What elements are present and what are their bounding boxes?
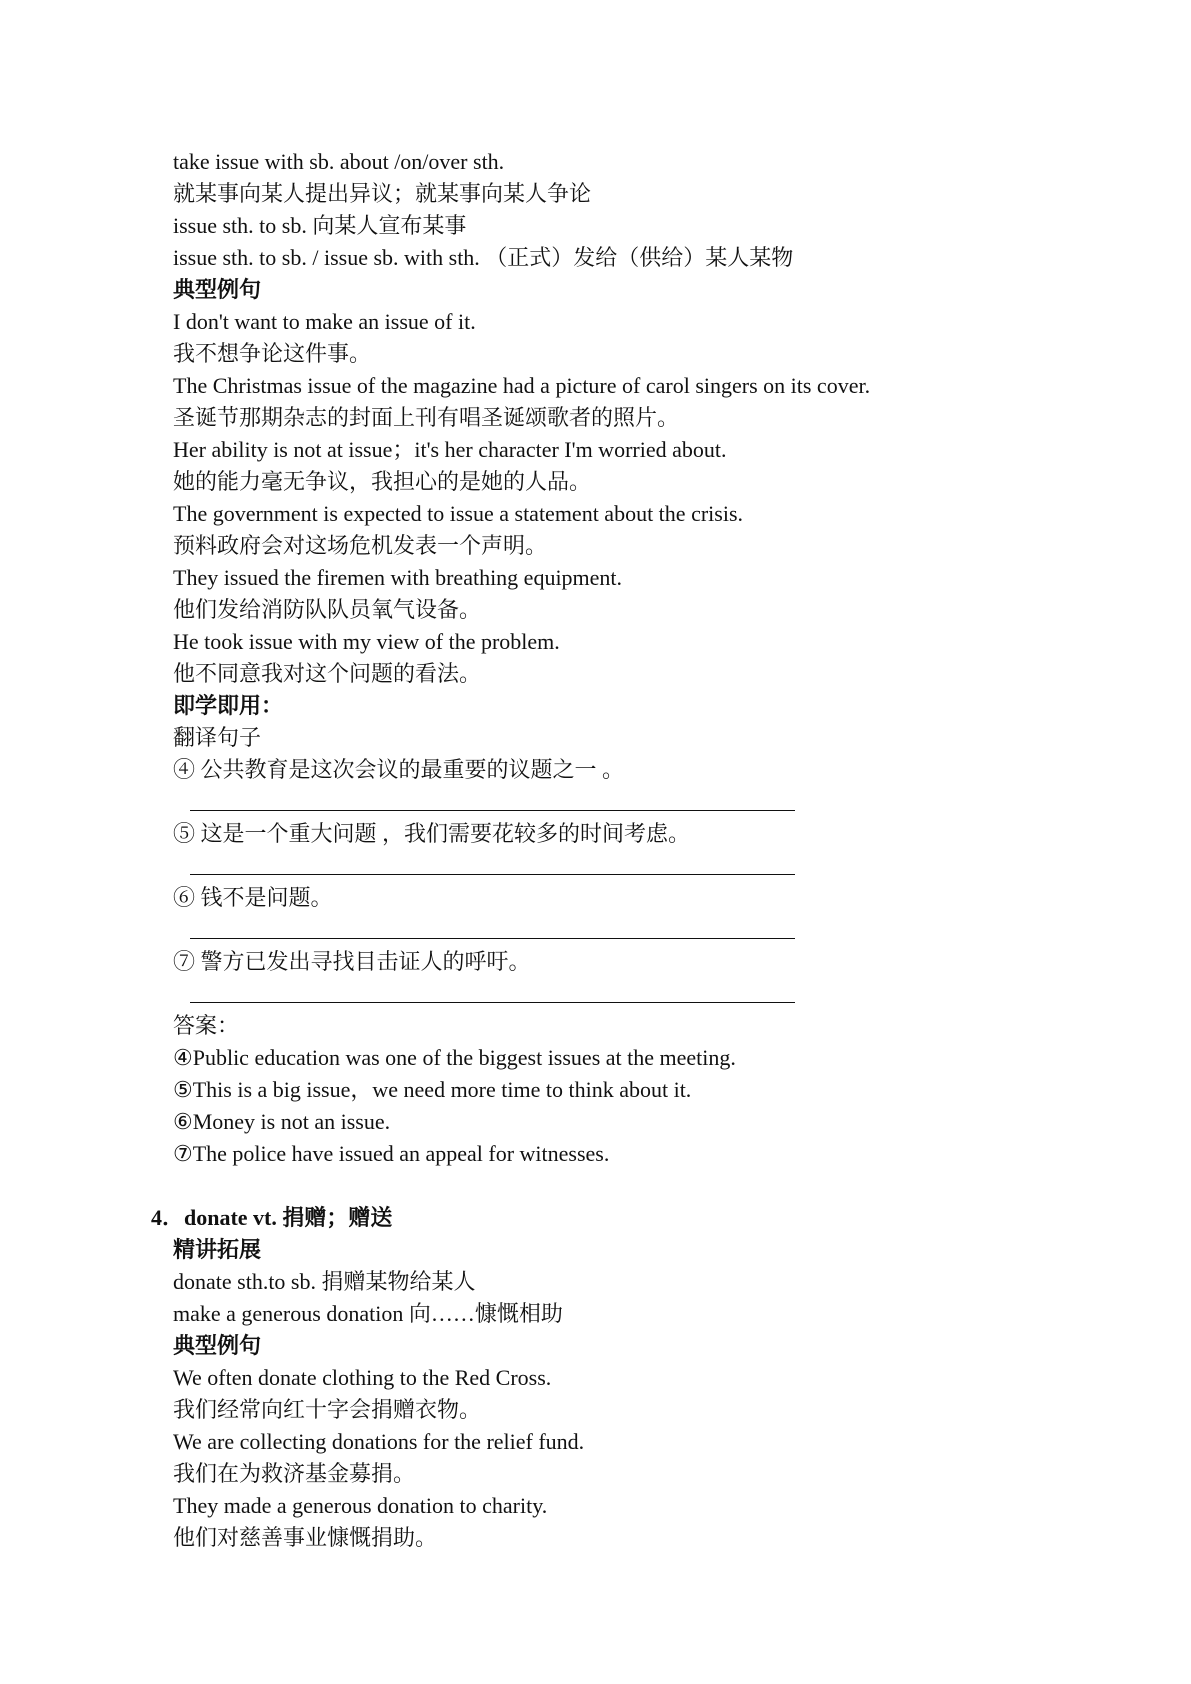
example-sentence-en: The Christmas issue of the magazine had a picture of carol singers on its cover.	[173, 373, 871, 398]
section-heading-practice: 即学即用：	[173, 693, 284, 718]
answer-blank-line[interactable]	[190, 874, 795, 875]
practice-question: ⑥ 钱不是问题。	[173, 885, 333, 910]
example-sentence-en: They issued the firemen with breathing equipment.	[173, 565, 623, 590]
practice-instruction: 翻译句子	[173, 725, 262, 750]
example-sentence-zh: 圣诞节那期杂志的封面上刊有唱圣诞颂歌者的照片。	[173, 405, 680, 430]
answer-blank-line[interactable]	[190, 1002, 795, 1003]
section-heading-examples: 典型例句	[173, 277, 262, 302]
example-sentence-en: Her ability is not at issue；it's her character I'm worried about.	[173, 437, 727, 462]
answer-item: ⑤This is a big issue，we need more time to think about it.	[173, 1077, 692, 1102]
example-sentence-en: He took issue with my view of the problem.	[173, 629, 560, 654]
entry-heading-donate: 4．donate vt. 捐赠；赠送	[151, 1205, 393, 1230]
phrase-donate-to: donate sth.to sb. 捐赠某物给某人	[173, 1269, 476, 1294]
answer-item: ④Public education was one of the biggest issues at the meeting.	[173, 1045, 736, 1070]
answer-heading: 答案：	[173, 1013, 240, 1038]
example-sentence-en: They made a generous donation to charity.	[173, 1493, 548, 1518]
section-heading-expansion: 精讲拓展	[173, 1237, 262, 1262]
example-sentence-en: I don't want to make an issue of it.	[173, 309, 476, 334]
example-sentence-zh: 他们发给消防队队员氧气设备。	[173, 597, 482, 622]
example-sentence-zh: 他不同意我对这个问题的看法。	[173, 661, 482, 686]
example-sentence-zh: 我们经常向红十字会捐赠衣物。	[173, 1397, 482, 1422]
phrase-take-issue: take issue with sb. about /on/over sth.	[173, 149, 505, 174]
example-sentence-zh: 她的能力毫无争议，我担心的是她的人品。	[173, 469, 592, 494]
phrase-issue-to: issue sth. to sb. 向某人宣布某事	[173, 213, 467, 238]
example-sentence-en: The government is expected to issue a statement about the crisis.	[173, 501, 744, 526]
section-heading-examples: 典型例句	[173, 1333, 262, 1358]
answer-blank-line[interactable]	[190, 938, 795, 939]
phrase-issue-with: issue sth. to sb. / issue sb. with sth. （正式）发给（供给）某人某物	[173, 245, 794, 270]
answer-item: ⑦The police have issued an appeal for witnesses.	[173, 1141, 610, 1166]
example-sentence-en: We often donate clothing to the Red Cross.	[173, 1365, 552, 1390]
example-sentence-zh: 我们在为救济基金募捐。	[173, 1461, 416, 1486]
practice-question: ⑦ 警方已发出寻找目击证人的呼吁。	[173, 949, 531, 974]
phrase-generous-donation: make a generous donation 向……慷慨相助	[173, 1301, 563, 1326]
answer-blank-line[interactable]	[190, 810, 795, 811]
example-sentence-zh: 预料政府会对这场危机发表一个声明。	[173, 533, 548, 558]
practice-question: ④ 公共教育是这次会议的最重要的议题之一 。	[173, 757, 625, 782]
example-sentence-zh: 我不想争论这件事。	[173, 341, 372, 366]
example-sentence-zh: 他们对慈善事业慷慨捐助。	[173, 1525, 438, 1550]
practice-question: ⑤ 这是一个重大问题 ，我们需要花较多的时间考虑。	[173, 821, 691, 846]
phrase-take-issue-meaning: 就某事向某人提出异议；就某事向某人争论	[173, 181, 592, 206]
example-sentence-en: We are collecting donations for the relief fund.	[173, 1429, 585, 1454]
answer-item: ⑥Money is not an issue.	[173, 1109, 391, 1134]
